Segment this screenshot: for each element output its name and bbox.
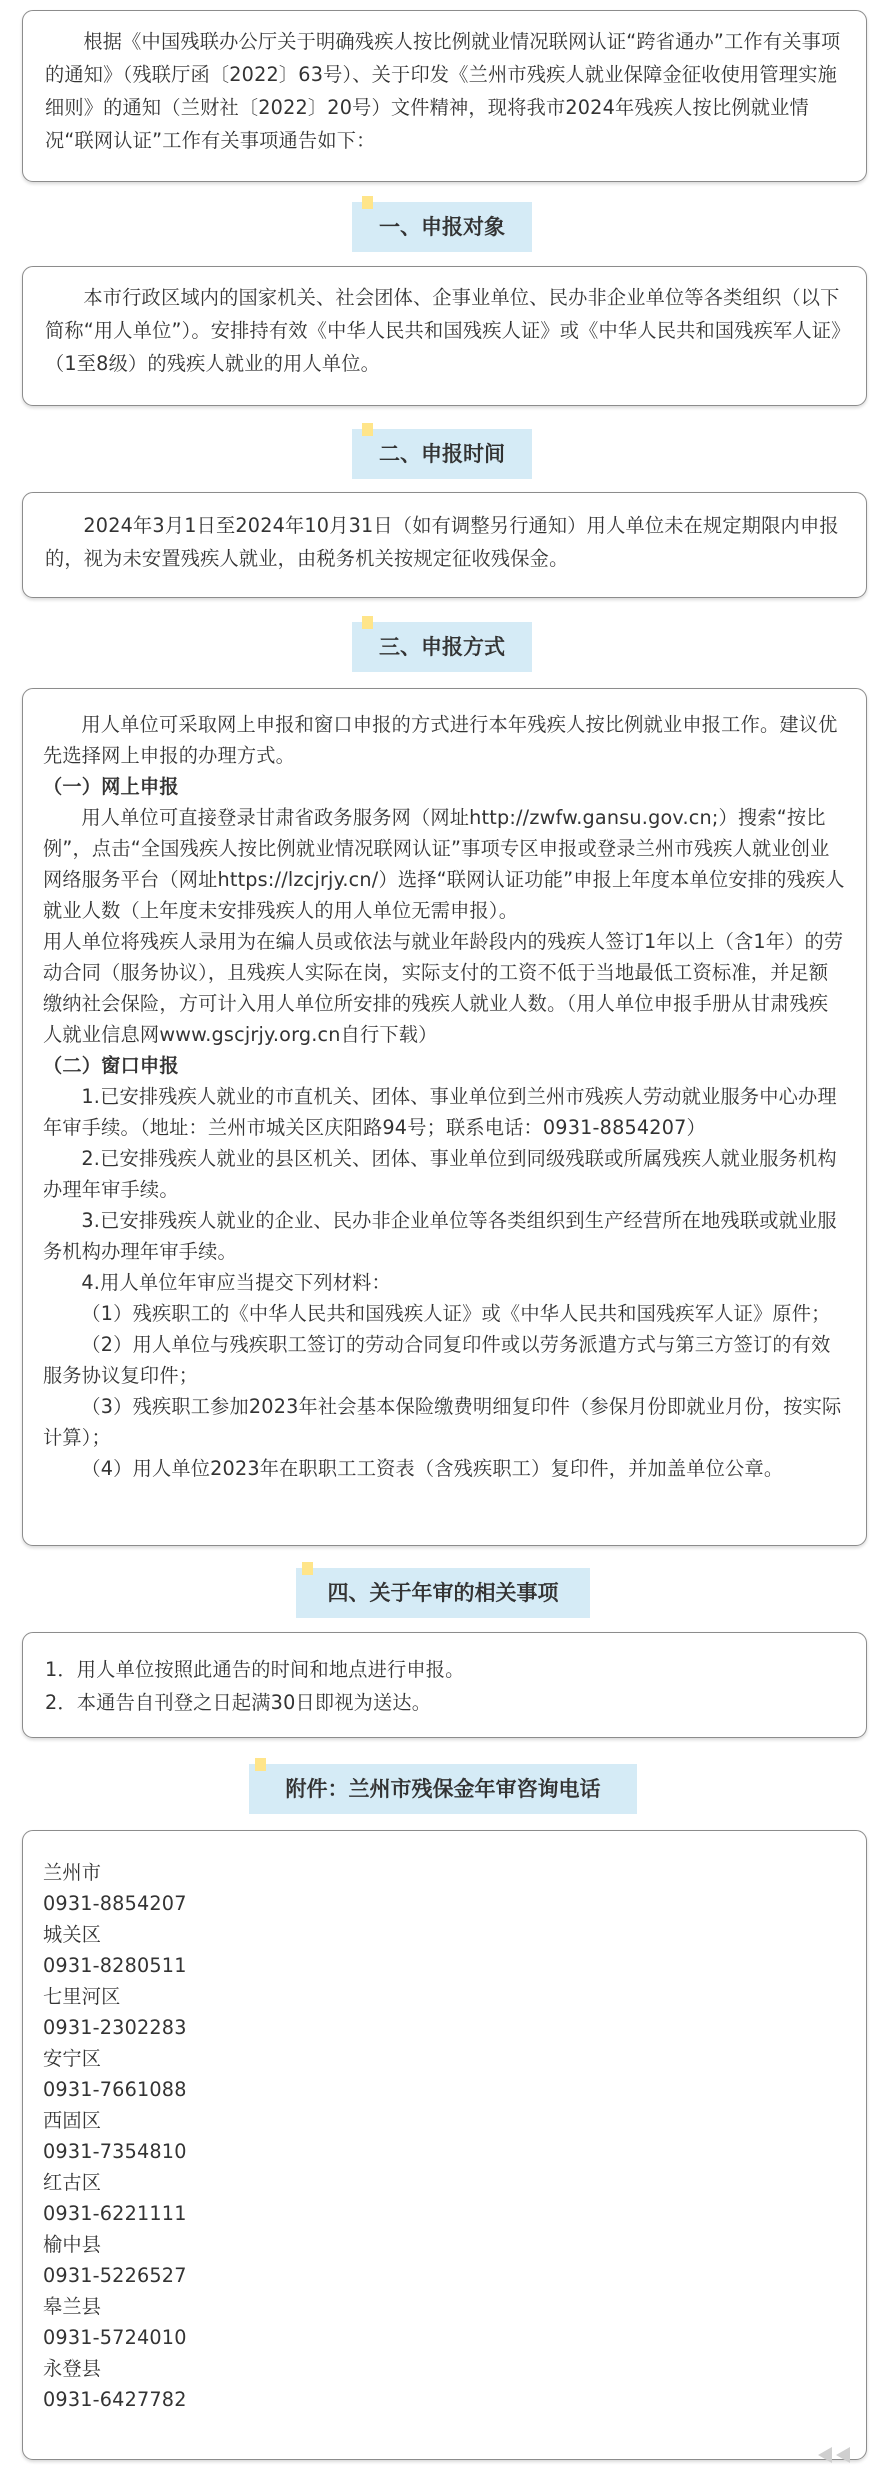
online-paragraph-2: 用人单位将残疾人录用为在编人员或依法与就业年龄段内的残疾人签订1年以上（含1年）的劳动合同（服务协议），且残疾人实际在岗，实际支付的工资不低于当地最低工资标准，并足额缴纳社会保险，方可计入用人单位所安排的残疾人就业人数。（用人单位申报手册从甘肃残疾人就业信息网www.gscjrjy.org.cn自行下载） — [43, 930, 844, 1046]
corner-triangle-icon — [836, 2447, 850, 2463]
online-heading: （一）网上申报 — [43, 775, 179, 798]
heading-decoration — [362, 423, 373, 436]
contact-phone: 0931-5226527 — [43, 2264, 187, 2287]
attachment-title: 附件：兰州市残保金年审咨询电话 — [285, 1777, 601, 1801]
contact-district: 兰州市 — [43, 1861, 102, 1884]
window-item-2: 2.已安排残疾人就业的县区机关、团体、事业单位到同级残联或所属残疾人就业服务机构办理年审手续。 — [43, 1147, 837, 1201]
intro-paragraph: 根据《中国残联办公厅关于明确残疾人按比例就业情况联网认证“跨省通办”工作有关事项的通知》（残联厅函〔2022〕63号）、关于印发《兰州市残疾人就业保障金征收使用管理实施细则》的通知（兰财社〔2022〕20号）文件精神，现将我市2024年残疾人按比例就业情况“联网认证”工作有关事项通告如下： — [45, 30, 841, 152]
contact-district: 安宁区 — [43, 2047, 102, 2070]
contact-phone: 0931-2302283 — [43, 2016, 187, 2039]
section-1-heading — [352, 202, 532, 252]
section-2-body: 2024年3月1日至2024年10月31日（如有调整另行通知）用人单位未在规定期限内申报的，视为未安置残疾人就业，由税务机关按规定征收残保金。 — [45, 514, 839, 570]
contact-district: 七里河区 — [43, 1985, 121, 2008]
contact-phone: 0931-8280511 — [43, 1954, 187, 1977]
section-3-title: 三、申报方式 — [379, 635, 505, 659]
contact-phone: 0931-8854207 — [43, 1892, 187, 1915]
window-item-1: 1.已安排残疾人就业的市直机关、团体、事业单位到兰州市残疾人劳动就业服务中心办理年审手续。（地址：兰州市城关区庆阳路94号；联系电话：0931-8854207） — [43, 1085, 837, 1139]
heading-decoration — [362, 196, 373, 209]
window-heading: （二）窗口申报 — [43, 1054, 179, 1077]
intro-box — [22, 10, 867, 182]
section-4-box — [22, 1632, 867, 1738]
section-4-heading — [296, 1568, 590, 1618]
contact-district: 皋兰县 — [43, 2295, 102, 2318]
heading-decoration — [302, 1562, 313, 1575]
attachment-box — [22, 1830, 867, 2460]
section-3-heading — [352, 622, 532, 672]
notice-item-1: 1．用人单位按照此通告的时间和地点进行申报。 — [45, 1658, 465, 1681]
material-item-2: （2）用人单位与残疾职工签订的劳动合同复印件或以劳务派遣方式与第三方签订的有效服务协议复印件； — [43, 1333, 831, 1387]
contact-district: 城关区 — [43, 1923, 102, 1946]
online-paragraph-1: 用人单位可直接登录甘肃省政务服务网（网址http://zwfw.gansu.gov.cn;）搜索“按比例”，点击“全国残疾人按比例就业情况联网认证”事项专区申报或登录兰州市残疾人就业创业网络服务平台（网址https://lzcjrjy.cn/）选择“联网认证功能”申报上年度本单位安排的残疾人就业人数（上年度未安排残疾人的用人单位无需申报）。 — [43, 806, 845, 922]
section-2-box — [22, 492, 867, 598]
section-1-title: 一、申报对象 — [379, 215, 505, 239]
section-2-heading — [352, 429, 532, 479]
contact-district: 红古区 — [43, 2171, 102, 2194]
section-3-box — [22, 688, 867, 1546]
contact-district: 西固区 — [43, 2109, 102, 2132]
contact-list — [43, 1857, 846, 2415]
material-item-4: （4）用人单位2023年在职职工工资表（含残疾职工）复印件，并加盖单位公章。 — [81, 1457, 784, 1480]
section-4-title: 四、关于年审的相关事项 — [327, 1581, 559, 1605]
notice-item-2: 2．本通告自刊登之日起满30日即视为送达。 — [45, 1691, 432, 1714]
section-1-box — [22, 266, 867, 406]
heading-decoration — [255, 1758, 266, 1771]
contact-district: 永登县 — [43, 2357, 102, 2380]
contact-phone: 0931-6427782 — [43, 2388, 187, 2411]
contact-phone: 0931-7661088 — [43, 2078, 187, 2101]
section-1-body: 本市行政区域内的国家机关、社会团体、企事业单位、民办非企业单位等各类组织（以下简称“用人单位”）。安排持有效《中华人民共和国残疾人证》或《中华人民共和国残疾军人证》（1至8级）的残疾人就业的用人单位。 — [45, 286, 841, 375]
contact-phone: 0931-7354810 — [43, 2140, 187, 2163]
material-item-1: （1）残疾职工的《中华人民共和国残疾人证》或《中华人民共和国残疾军人证》原件； — [81, 1302, 831, 1325]
attachment-heading — [249, 1764, 637, 1814]
window-item-3: 3.已安排残疾人就业的企业、民办非企业单位等各类组织到生产经营所在地残联或就业服务机构办理年审手续。 — [43, 1209, 837, 1263]
section-2-title: 二、申报时间 — [379, 442, 505, 466]
material-item-3: （3）残疾职工参加2023年社会基本保险缴费明细复印件（参保月份即就业月份，按实际计算）； — [43, 1395, 842, 1449]
contact-phone: 0931-6221111 — [43, 2202, 187, 2225]
contact-phone: 0931-5724010 — [43, 2326, 187, 2349]
section-3-intro: 用人单位可采取网上申报和窗口申报的方式进行本年残疾人按比例就业申报工作。建议优先选择网上申报的办理方式。 — [43, 713, 838, 767]
heading-decoration — [362, 616, 373, 629]
corner-triangle-icon — [818, 2447, 832, 2463]
window-item-4: 4.用人单位年审应当提交下列材料： — [81, 1271, 391, 1294]
contact-district: 榆中县 — [43, 2233, 102, 2256]
